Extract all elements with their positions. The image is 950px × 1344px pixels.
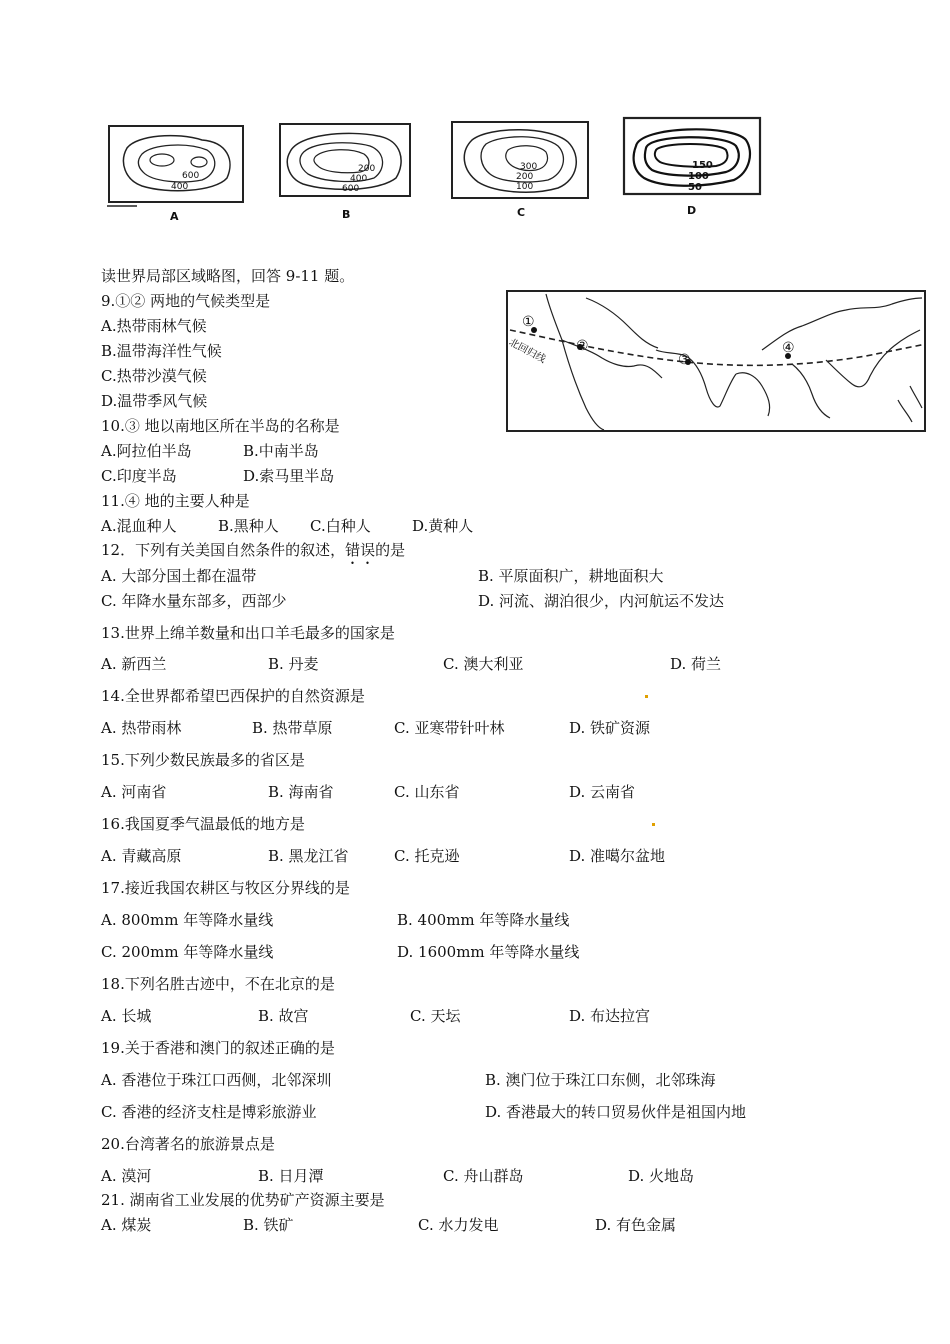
option: D. 荷兰 bbox=[670, 655, 722, 673]
option: B.黑种人 bbox=[218, 517, 279, 535]
map-marker-3: ③ bbox=[678, 352, 691, 368]
contour-map-b bbox=[278, 122, 413, 221]
question-9: 9.①② 两地的气候类型是 bbox=[101, 292, 271, 310]
question-18: 18.下列名胜古迹中，不在北京的是 bbox=[101, 975, 335, 993]
option: A. 漠河 bbox=[101, 1167, 152, 1185]
option: D. 有色金属 bbox=[595, 1216, 677, 1234]
option: D. 云南省 bbox=[569, 783, 636, 801]
option: C. 托克逊 bbox=[394, 847, 460, 865]
option: A. 河南省 bbox=[101, 783, 167, 801]
option: A.混血种人 bbox=[101, 517, 177, 535]
contour-value: 100 bbox=[688, 171, 709, 182]
option: B. 热带草原 bbox=[252, 719, 333, 737]
option: A. 长城 bbox=[101, 1007, 152, 1025]
option: B. 丹麦 bbox=[268, 655, 319, 673]
contour-map-c bbox=[450, 120, 590, 219]
option: C. 200mm 年等降水量线 bbox=[101, 943, 274, 961]
contour-map-d bbox=[622, 116, 762, 217]
option: D. 布达拉宫 bbox=[569, 1007, 651, 1025]
contour-label-c: C bbox=[517, 206, 526, 219]
map-marker-1: ① bbox=[522, 314, 535, 330]
option: A.阿拉伯半岛 bbox=[101, 442, 192, 460]
option: D.温带季风气候 bbox=[101, 392, 208, 410]
option: B.温带海洋性气候 bbox=[101, 342, 222, 360]
option: B. 故宫 bbox=[258, 1007, 309, 1025]
question-14: 14.全世界都希望巴西保护的自然资源是 bbox=[101, 687, 365, 705]
contour-value: 50 bbox=[688, 182, 702, 193]
option: D.黄种人 bbox=[412, 517, 474, 535]
contour-label-b: B bbox=[342, 208, 351, 221]
option: A.热带雨林气候 bbox=[101, 317, 207, 335]
option: D.索马里半岛 bbox=[243, 467, 335, 485]
option: D. 铁矿资源 bbox=[569, 719, 651, 737]
option: B. 海南省 bbox=[268, 783, 334, 801]
option: B. 平原面积广，耕地面积大 bbox=[478, 567, 664, 585]
intro-text: 读世界局部区域略图，回答 9-11 题。 bbox=[101, 267, 355, 285]
contour-map-a bbox=[107, 120, 247, 223]
question-12 bbox=[101, 539, 405, 568]
question-15: 15.下列少数民族最多的省区是 bbox=[101, 751, 305, 769]
world-map bbox=[506, 290, 926, 432]
question-17: 17.接近我国农耕区与牧区分界线的是 bbox=[101, 879, 350, 897]
option: C. 香港的经济支柱是博彩旅游业 bbox=[101, 1103, 317, 1121]
stray-mark bbox=[645, 695, 648, 698]
question-16: 16.我国夏季气温最低的地方是 bbox=[101, 815, 305, 833]
option: C.印度半岛 bbox=[101, 467, 177, 485]
question-13: 13.世界上绵羊数量和出口羊毛最多的国家是 bbox=[101, 624, 395, 642]
question-20: 20.台湾著名的旅游景点是 bbox=[101, 1135, 275, 1153]
option: B. 铁矿 bbox=[243, 1216, 294, 1234]
option: B. 日月潭 bbox=[258, 1167, 324, 1185]
option: D. 准噶尔盆地 bbox=[569, 847, 666, 865]
question-text: 12．下列有关美国自然条件的叙述， bbox=[101, 541, 346, 559]
option: A. 800mm 年等降水量线 bbox=[101, 911, 274, 929]
option: C. 年降水量东部多，西部少 bbox=[101, 592, 287, 610]
option: B. 黑龙江省 bbox=[268, 847, 349, 865]
question-19: 19.关于香港和澳门的叙述正确的是 bbox=[101, 1039, 335, 1057]
option: C. 天坛 bbox=[410, 1007, 461, 1025]
stray-mark bbox=[652, 823, 655, 826]
contour-value: 400 bbox=[350, 174, 368, 184]
contour-value: 200 bbox=[516, 172, 534, 182]
option: C. 水力发电 bbox=[418, 1216, 499, 1234]
contour-label-a: A bbox=[170, 210, 179, 223]
option: C.热带沙漠气候 bbox=[101, 367, 207, 385]
option: A. 大部分国土都在温带 bbox=[101, 567, 257, 585]
option: D. 1600mm 年等降水量线 bbox=[397, 943, 580, 961]
option: B. 澳门位于珠江口东侧，北邻珠海 bbox=[485, 1071, 716, 1089]
option: D. 香港最大的转口贸易伙伴是祖国内地 bbox=[485, 1103, 747, 1121]
option: D. 河流、湖泊很少，内河航运不发达 bbox=[478, 592, 725, 610]
question-21: 21. 湖南省工业发展的优势矿产资源主要是 bbox=[101, 1191, 385, 1209]
question-11: 11.④ 地的主要人种是 bbox=[101, 492, 250, 510]
option: C. 亚寒带针叶林 bbox=[394, 719, 505, 737]
contour-label-d: D bbox=[687, 204, 697, 217]
contour-value: 150 bbox=[692, 160, 713, 171]
contour-value: 100 bbox=[516, 182, 534, 192]
option: A. 香港位于珠江口西侧，北邻深圳 bbox=[101, 1071, 332, 1089]
option: C.白种人 bbox=[310, 517, 371, 535]
contour-value: 600 bbox=[182, 171, 200, 181]
option: C. 澳大利亚 bbox=[443, 655, 524, 673]
map-marker-4: ④ bbox=[782, 340, 795, 356]
option: D. 火地岛 bbox=[628, 1167, 695, 1185]
option: B.中南半岛 bbox=[243, 442, 319, 460]
option: A. 煤炭 bbox=[101, 1216, 152, 1234]
option: C. 山东省 bbox=[394, 783, 460, 801]
emphasized-word: 错误 bbox=[345, 541, 376, 559]
contour-value: 200 bbox=[358, 164, 376, 174]
tropic-label: 北回归线 bbox=[506, 337, 548, 366]
option: A. 热带雨林 bbox=[101, 719, 182, 737]
question-10: 10.③ 地以南地区所在半岛的名称是 bbox=[101, 417, 340, 435]
option: A. 青藏高原 bbox=[101, 847, 182, 865]
contour-value: 600 bbox=[342, 184, 360, 194]
contour-value: 300 bbox=[520, 162, 538, 172]
option: C. 舟山群岛 bbox=[443, 1167, 524, 1185]
contour-value: 400 bbox=[171, 182, 189, 192]
option: A. 新西兰 bbox=[101, 655, 167, 673]
map-marker-2: ② bbox=[576, 338, 589, 354]
question-text: 的是 bbox=[375, 541, 406, 559]
option: B. 400mm 年等降水量线 bbox=[397, 911, 570, 929]
